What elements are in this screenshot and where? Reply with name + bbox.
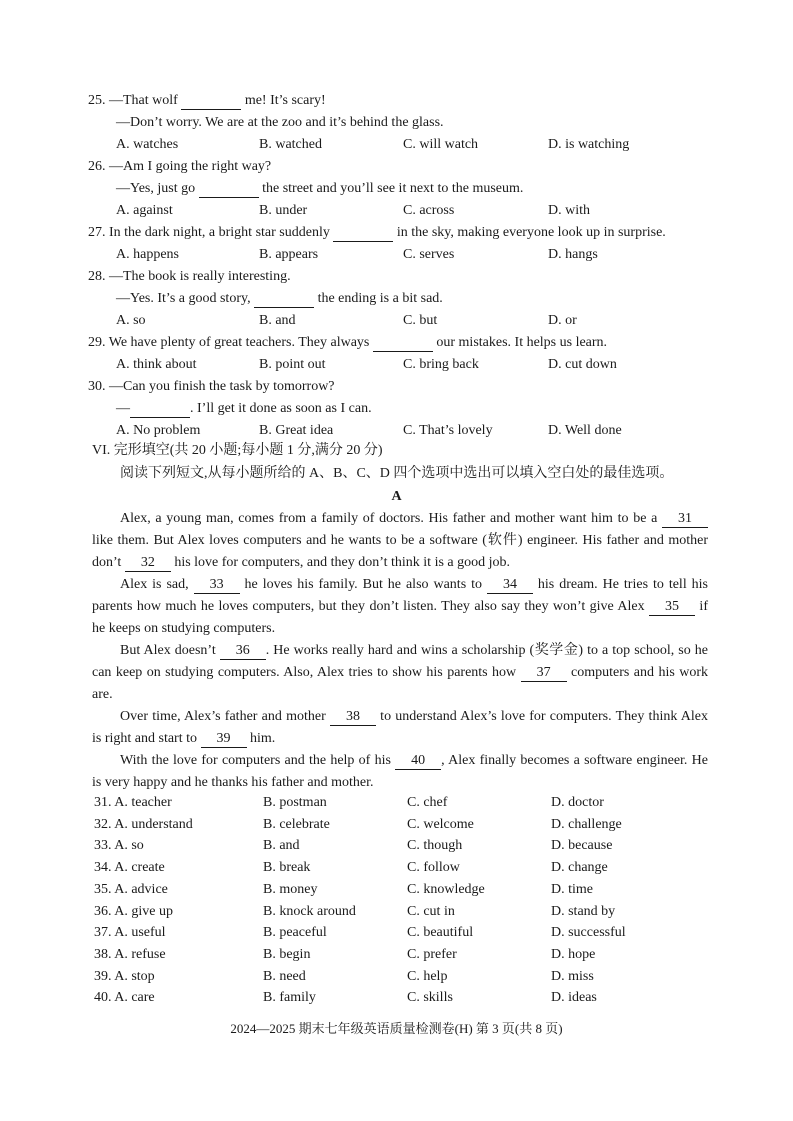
cloze-blank: 34	[487, 577, 533, 594]
cloze-option: D. stand by	[551, 903, 616, 919]
answer-option: D. or	[548, 313, 577, 328]
cloze-option: B. money	[263, 881, 318, 897]
question-text: —Don’t worry. We are at the zoo and it’s behind the glass.	[116, 115, 444, 130]
cloze-option: B. celebrate	[263, 816, 330, 832]
cloze-blank: 37	[521, 665, 567, 682]
question-text: the street and you’ll see it next to the museum.	[258, 181, 524, 196]
answer-option: B. under	[259, 203, 308, 218]
cloze-option: 32. A. understand	[94, 816, 193, 832]
passage-text: , Alex finally becomes a software engineer. He is very happy and he thanks his father and mother.	[92, 753, 708, 790]
question-text: in the sky, making everyone look up in surprise.	[393, 225, 666, 240]
question-line	[88, 158, 271, 176]
question-line	[88, 334, 607, 352]
passage-paragraph	[92, 750, 708, 794]
passage-text: he loves his family. But he also wants to	[239, 577, 487, 592]
cloze-option: C. skills	[407, 990, 453, 1006]
passage-paragraph	[92, 574, 708, 640]
answer-option: D. hangs	[548, 247, 598, 262]
section-instruction: 阅读下列短文,从每小题所给的 A、B、C、D 四个选项中选出可以填入空白处的最佳选项。	[120, 466, 674, 481]
cloze-blank: 36	[220, 643, 266, 660]
question-text: . I’ll get it done as soon as I can.	[190, 401, 372, 416]
answer-option: D. is watching	[548, 137, 630, 152]
cloze-option: C. prefer	[407, 946, 457, 962]
question-line	[88, 378, 335, 396]
cloze-option: D. because	[551, 838, 613, 854]
cloze-option: D. miss	[551, 968, 594, 984]
cloze-option: B. peaceful	[263, 925, 327, 941]
cloze-option: B. begin	[263, 946, 311, 962]
answer-option: A. so	[116, 313, 146, 328]
cloze-option: 31. A. teacher	[94, 795, 172, 810]
answer-option: C. serves	[403, 247, 455, 262]
question-text: —Can you finish the task by tomorrow?	[109, 379, 335, 394]
answer-blank	[333, 225, 393, 242]
question-number: 28.	[88, 269, 109, 284]
cloze-blank: 38	[330, 709, 376, 726]
answer-option: B. and	[259, 313, 296, 328]
question-text: the ending is a bit sad.	[314, 291, 443, 306]
question-line	[116, 114, 444, 132]
passage-text: to understand Alex’s love for computers. They think Alex is right and start to	[92, 709, 708, 746]
answer-blank	[199, 181, 259, 198]
passage-text: . He works really hard and wins a scholarship (奖学金) to a top school, so he can keep on studying computers. Also, Alex tries to show his parents how	[92, 643, 708, 680]
answer-option: A. happens	[116, 247, 179, 262]
cloze-option: D. successful	[551, 925, 626, 941]
question-number: 25.	[88, 93, 109, 108]
passage-text: him.	[246, 731, 276, 746]
answer-option: D. cut down	[548, 357, 617, 372]
cloze-option: 37. A. useful	[94, 925, 166, 941]
question-text: —The book is really interesting.	[109, 269, 291, 284]
cloze-blank: 33	[194, 577, 240, 594]
answer-blank	[373, 335, 433, 352]
cloze-blank: 35	[649, 599, 695, 616]
answer-option: A. think about	[116, 357, 197, 372]
question-text: —Yes, just go	[116, 181, 199, 196]
question-text: —Yes. It’s a good story,	[116, 291, 255, 306]
cloze-blank: 32	[125, 555, 171, 572]
cloze-option: C. knowledge	[407, 881, 485, 897]
passage-paragraph	[92, 706, 708, 750]
cloze-blank: 39	[201, 731, 247, 748]
passage-text: his love for computers, and they don’t think it is a good job.	[170, 555, 511, 570]
answer-option: A. against	[116, 203, 173, 218]
question-text: —Am I going the right way?	[109, 159, 272, 174]
cloze-option: C. welcome	[407, 816, 474, 832]
passage-text: Alex, a young man, comes from a family of doctors. His father and mother want him to be a	[120, 511, 662, 526]
passage-paragraph	[92, 508, 708, 574]
question-text: —That wolf	[109, 93, 182, 108]
cloze-option: D. time	[551, 881, 593, 897]
cloze-option: B. family	[263, 990, 316, 1006]
passage-text: But Alex doesn’t	[120, 643, 220, 658]
answer-option: D. Well done	[548, 423, 622, 438]
cloze-option: B. and	[263, 838, 300, 854]
answer-option: C. bring back	[403, 357, 479, 372]
cloze-option: 33. A. so	[94, 838, 144, 854]
question-text: —	[116, 401, 130, 416]
answer-option: A. watches	[116, 137, 179, 152]
passage-paragraph	[92, 640, 708, 706]
page-footer: 2024—2025 期末七年级英语质量检测卷(H) 第 3 页(共 8 页)	[230, 1021, 563, 1036]
passage-text: Alex is sad,	[120, 577, 194, 592]
cloze-option: D. doctor	[551, 795, 604, 810]
answer-option: C. but	[403, 313, 438, 328]
passage-text: computers and his work are.	[92, 665, 708, 702]
cloze-option: D. hope	[551, 946, 596, 962]
passage-text: With the love for computers and the help of his	[120, 753, 396, 768]
answer-option: A. No problem	[116, 423, 201, 438]
question-text: me! It’s scary!	[241, 93, 326, 108]
cloze-option: 36. A. give up	[94, 903, 173, 919]
cloze-option: 34. A. create	[94, 860, 165, 876]
question-line	[116, 180, 523, 198]
cloze-option: D. ideas	[551, 990, 597, 1006]
cloze-blank: 31	[662, 511, 708, 528]
passage-text: like them. But Alex loves computers and he wants to be a software (软件) engineer. His father and mother don’t	[92, 533, 708, 570]
cloze-option: 38. A. refuse	[94, 946, 166, 962]
answer-blank	[181, 93, 241, 110]
cloze-option: 39. A. stop	[94, 968, 155, 984]
cloze-option: D. change	[551, 860, 608, 876]
answer-blank	[130, 401, 190, 418]
cloze-option: C. cut in	[407, 903, 455, 919]
answer-option: C. will watch	[403, 137, 479, 152]
cloze-option: B. break	[263, 860, 311, 876]
cloze-blank: 40	[395, 753, 441, 770]
answer-option: B. Great idea	[259, 423, 334, 438]
question-line	[116, 290, 443, 308]
question-number: 27.	[88, 225, 109, 240]
answer-option: D. with	[548, 203, 590, 218]
question-line	[88, 224, 666, 242]
question-number: 26.	[88, 159, 109, 174]
question-text: We have plenty of great teachers. They always	[108, 335, 373, 350]
passage-text: if he keeps on studying computers.	[92, 599, 708, 636]
passage-text: his dream. He tries to tell his parents how much he loves computers, but they don’t listen. They also say they won’t give Alex	[92, 577, 709, 614]
cloze-option: B. need	[263, 968, 306, 984]
cloze-option: 35. A. advice	[94, 881, 168, 897]
answer-blank	[254, 291, 314, 308]
question-number: 29.	[88, 335, 109, 350]
section-title: VI. 完形填空(共 20 小题;每小题 1 分,满分 20 分)	[92, 443, 383, 458]
question-text: In the dark night, a bright star suddenly	[109, 225, 334, 240]
cloze-option: D. challenge	[551, 816, 622, 832]
cloze-option: C. follow	[407, 860, 460, 876]
question-line	[88, 92, 326, 110]
question-line	[116, 400, 372, 418]
cloze-option: B. knock around	[263, 903, 356, 919]
answer-option: C. That’s lovely	[403, 423, 493, 438]
cloze-option: C. though	[407, 838, 463, 854]
question-line	[88, 268, 291, 286]
cloze-option: C. beautiful	[407, 925, 474, 941]
cloze-option: C. chef	[407, 795, 448, 810]
answer-option: B. point out	[259, 357, 326, 372]
question-text: our mistakes. It helps us learn.	[432, 335, 608, 350]
question-number: 30.	[88, 379, 109, 394]
answer-option: C. across	[403, 203, 455, 218]
cloze-option: C. help	[407, 968, 448, 984]
passage-text: Over time, Alex’s father and mother	[120, 709, 330, 724]
answer-option: B. watched	[259, 137, 322, 152]
answer-option: B. appears	[259, 247, 319, 262]
cloze-option: 40. A. care	[94, 990, 155, 1006]
passage-label: A	[391, 489, 402, 504]
cloze-option: B. postman	[263, 795, 327, 810]
